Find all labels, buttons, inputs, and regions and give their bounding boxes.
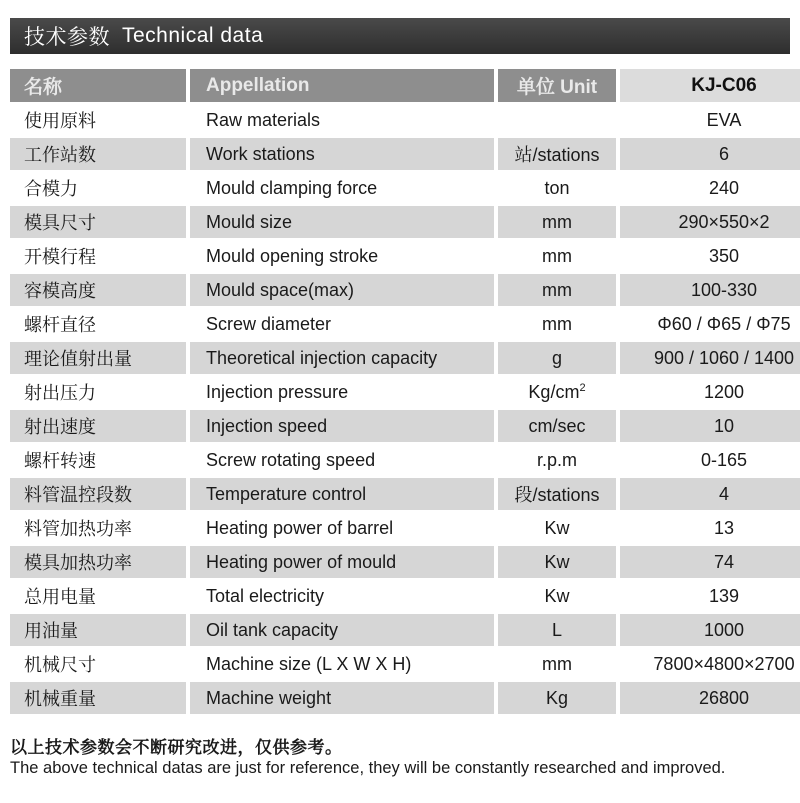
cell-unit <box>494 682 616 714</box>
cell-value-text: 0-165 <box>700 449 748 470</box>
cell-value <box>616 206 800 238</box>
cell-appellation-text: Mould space(max) <box>206 279 355 300</box>
cell-value-text: 900 / 1060 / 1400 <box>653 347 795 368</box>
cell-value-text: Φ60 / Φ65 / Φ75 <box>657 313 791 334</box>
note-chinese: 以上技术参数会不断研究改进，仅供参考。 <box>10 738 343 757</box>
cell-name-cn <box>10 410 186 442</box>
table-row <box>10 104 800 136</box>
cell-value-text: 240 <box>708 177 740 198</box>
cell-unit <box>494 580 616 612</box>
cell-appellation-text: Injection speed <box>206 415 328 436</box>
cell-appellation <box>186 172 494 204</box>
cell-name-cn <box>10 138 186 170</box>
cell-value <box>616 342 800 374</box>
table-row <box>10 274 800 306</box>
cell-unit <box>494 512 616 544</box>
cell-name-cn <box>10 648 186 680</box>
cell-value-text: 4 <box>718 483 729 504</box>
cell-unit-text: Kw <box>544 551 570 572</box>
cell-name-cn <box>10 444 186 476</box>
cell-unit-text: mm <box>542 313 572 334</box>
cell-name-cn-text: 螺杆直径 <box>24 315 96 335</box>
cell-name-cn-text: 工作站数 <box>24 145 96 165</box>
cell-appellation-text: Mould size <box>206 211 293 232</box>
cell-value <box>616 376 800 408</box>
cell-unit-text: 段/stations <box>514 485 600 505</box>
table-row <box>10 138 800 170</box>
table-row <box>10 648 800 680</box>
cell-appellation-text: Machine weight <box>206 687 332 708</box>
cell-name-cn <box>10 376 186 408</box>
cell-name-cn-text: 模具尺寸 <box>24 213 96 233</box>
cell-appellation <box>186 444 494 476</box>
cell-appellation <box>186 138 494 170</box>
cell-name-cn-text: 射出压力 <box>24 383 96 403</box>
cell-unit <box>494 546 616 578</box>
cell-value-text: 74 <box>713 551 735 572</box>
cell-appellation-text: Mould clamping force <box>206 177 378 198</box>
cell-unit <box>494 138 616 170</box>
cell-value <box>616 648 800 680</box>
cell-appellation <box>186 512 494 544</box>
cell-name-cn <box>10 308 186 340</box>
cell-unit <box>494 376 616 408</box>
cell-name-cn <box>10 546 186 578</box>
table-body <box>10 104 800 714</box>
cell-appellation <box>186 342 494 374</box>
cell-name-cn-text: 开模行程 <box>24 247 96 267</box>
table-row <box>10 240 800 272</box>
cell-name-cn-text: 螺杆转速 <box>24 451 96 471</box>
table-row <box>10 308 800 340</box>
column-header-model: KJ-C06 <box>616 69 800 102</box>
cell-value-text: 1200 <box>703 381 745 402</box>
cell-value-text: EVA <box>706 109 742 130</box>
cell-unit-text: Kg/cm <box>528 381 580 402</box>
cell-unit <box>494 308 616 340</box>
cell-unit-text: mm <box>542 211 572 232</box>
cell-value <box>616 104 800 136</box>
cell-value-text: 6 <box>718 143 729 164</box>
cell-value <box>616 478 800 510</box>
title-chinese: 技术参数 <box>24 26 110 49</box>
cell-unit <box>494 410 616 442</box>
title-bar <box>10 18 790 54</box>
cell-value <box>616 444 800 476</box>
cell-name-cn <box>10 478 186 510</box>
cell-unit <box>494 274 616 306</box>
cell-value-text: 10 <box>713 415 735 436</box>
cell-unit-text: mm <box>542 279 572 300</box>
cell-value <box>616 682 800 714</box>
cell-appellation <box>186 206 494 238</box>
cell-appellation <box>186 376 494 408</box>
table-row <box>10 512 800 544</box>
cell-appellation-text: Theoretical injection capacity <box>206 347 438 368</box>
cell-unit-text: cm/sec <box>528 415 586 436</box>
cell-name-cn-text: 总用电量 <box>24 587 96 607</box>
cell-unit-text: 站/stations <box>514 145 600 165</box>
cell-appellation-text: Heating power of mould <box>206 551 397 572</box>
cell-unit <box>494 444 616 476</box>
cell-unit-text: mm <box>542 245 572 266</box>
table-row <box>10 206 800 238</box>
spec-table <box>10 67 800 716</box>
cell-value <box>616 172 800 204</box>
cell-value-text: 7800×4800×2700 <box>653 653 795 674</box>
cell-value-text: 139 <box>708 585 740 606</box>
cell-name-cn <box>10 614 186 646</box>
table-row <box>10 342 800 374</box>
cell-appellation-text: Screw diameter <box>206 313 332 334</box>
table-row <box>10 478 800 510</box>
cell-name-cn <box>10 580 186 612</box>
cell-appellation <box>186 546 494 578</box>
cell-name-cn-text: 机械重量 <box>24 689 96 709</box>
cell-name-cn-text: 容模高度 <box>24 281 96 301</box>
cell-value-text: 100-330 <box>690 279 758 300</box>
cell-unit-text: r.p.m <box>536 449 577 470</box>
cell-unit <box>494 104 616 136</box>
table-row <box>10 376 800 408</box>
column-header-appellation: Appellation <box>186 69 494 102</box>
cell-name-cn <box>10 682 186 714</box>
cell-name-cn-text: 模具加热功率 <box>24 553 132 573</box>
cell-value-text: 290×550×2 <box>678 211 770 232</box>
table-row <box>10 580 800 612</box>
cell-unit <box>494 206 616 238</box>
cell-name-cn <box>10 342 186 374</box>
cell-name-cn <box>10 240 186 272</box>
table-header-row <box>10 69 800 102</box>
cell-unit <box>494 478 616 510</box>
cell-value <box>616 240 800 272</box>
cell-name-cn-text: 料管温控段数 <box>24 485 132 505</box>
cell-value-text: 1000 <box>703 619 745 640</box>
cell-unit <box>494 172 616 204</box>
cell-name-cn-text: 用油量 <box>24 621 78 641</box>
table-row <box>10 682 800 714</box>
cell-name-cn-text: 料管加热功率 <box>24 519 132 539</box>
cell-name-cn <box>10 172 186 204</box>
cell-value <box>616 546 800 578</box>
cell-value <box>616 138 800 170</box>
cell-appellation <box>186 410 494 442</box>
cell-appellation <box>186 580 494 612</box>
note-english: The above technical datas are just for reference, they will be constantly researched and improved. <box>10 759 726 777</box>
cell-unit <box>494 614 616 646</box>
cell-name-cn <box>10 206 186 238</box>
cell-unit-text: g <box>551 347 562 368</box>
cell-value-text: 350 <box>708 245 740 266</box>
cell-appellation <box>186 274 494 306</box>
cell-appellation-text: Work stations <box>206 143 315 164</box>
cell-appellation-text: Raw materials <box>206 109 321 130</box>
table-row <box>10 614 800 646</box>
cell-appellation-text: Total electricity <box>206 585 325 606</box>
cell-name-cn <box>10 274 186 306</box>
cell-name-cn-text: 使用原料 <box>24 111 96 131</box>
cell-unit-text: ton <box>544 177 570 198</box>
cell-appellation-text: Temperature control <box>206 483 367 504</box>
cell-appellation <box>186 478 494 510</box>
cell-unit-text: Kw <box>544 517 570 538</box>
cell-appellation-text: Injection pressure <box>206 381 349 402</box>
cell-unit <box>494 240 616 272</box>
cell-unit <box>494 342 616 374</box>
column-header-name-cn: 名称 <box>10 69 186 102</box>
table-row <box>10 172 800 204</box>
cell-appellation-text: Machine size (L X W X H) <box>206 653 412 674</box>
cell-value-text: 26800 <box>698 687 750 708</box>
cell-name-cn <box>10 512 186 544</box>
cell-value <box>616 410 800 442</box>
cell-unit <box>494 648 616 680</box>
column-header-unit: 单位 Unit <box>494 69 616 102</box>
cell-unit-text: L <box>551 619 562 640</box>
table-row <box>10 444 800 476</box>
cell-appellation <box>186 240 494 272</box>
cell-appellation <box>186 648 494 680</box>
cell-appellation-text: Screw rotating speed <box>206 449 376 470</box>
cell-appellation <box>186 104 494 136</box>
cell-unit-text: mm <box>542 653 572 674</box>
table-row <box>10 410 800 442</box>
cell-value-text: 13 <box>713 517 735 538</box>
title-english: Technical data <box>122 24 264 47</box>
cell-value <box>616 512 800 544</box>
cell-unit-text: Kw <box>544 585 570 606</box>
cell-value <box>616 308 800 340</box>
cell-appellation <box>186 614 494 646</box>
unit-superscript: 2 <box>579 381 586 394</box>
cell-name-cn-text: 合模力 <box>24 179 78 199</box>
cell-name-cn-text: 理论值射出量 <box>24 349 132 369</box>
table-row <box>10 546 800 578</box>
cell-value <box>616 274 800 306</box>
cell-appellation <box>186 308 494 340</box>
cell-appellation-text: Oil tank capacity <box>206 619 339 640</box>
footnotes <box>10 733 800 778</box>
cell-unit-text: Kg <box>545 687 569 708</box>
cell-name-cn-text: 机械尺寸 <box>24 655 96 675</box>
cell-name-cn-text: 射出速度 <box>24 417 96 437</box>
cell-value <box>616 614 800 646</box>
cell-appellation <box>186 682 494 714</box>
cell-name-cn <box>10 104 186 136</box>
cell-value <box>616 580 800 612</box>
cell-appellation-text: Mould opening stroke <box>206 245 379 266</box>
cell-appellation-text: Heating power of barrel <box>206 517 394 538</box>
